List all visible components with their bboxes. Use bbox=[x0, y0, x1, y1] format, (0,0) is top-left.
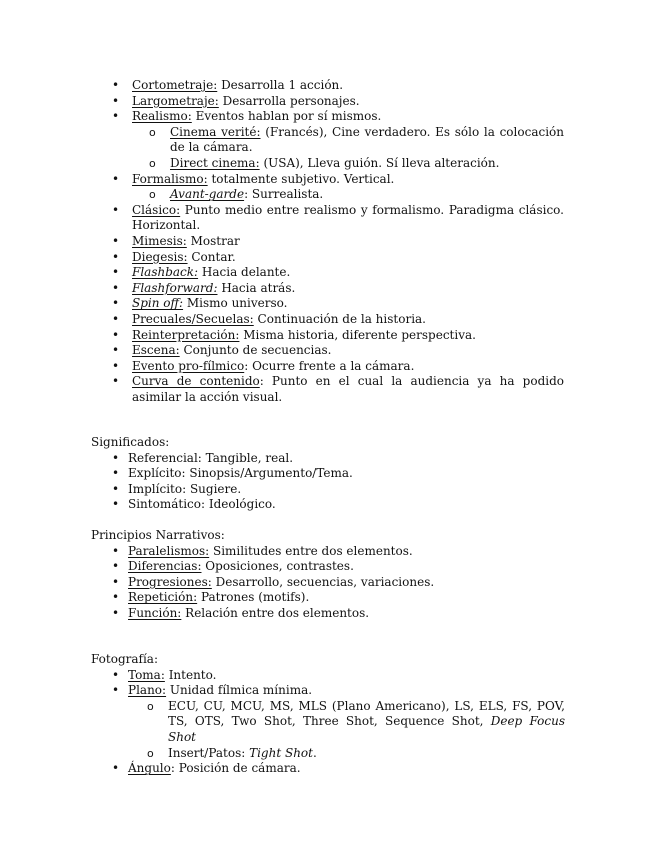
definition: Oposiciones, contrastes. bbox=[201, 559, 354, 574]
shot-type-emphasis: Deep Focus Shot bbox=[168, 714, 566, 744]
list-item bbox=[112, 203, 564, 234]
list-item bbox=[112, 78, 564, 94]
term: Ángulo bbox=[128, 761, 171, 776]
section-heading: Fotografía: bbox=[91, 652, 158, 666]
insert-label: Insert/Patos: bbox=[168, 745, 250, 760]
definition: totalmente subjetivo. Vertical. bbox=[207, 171, 395, 186]
term: Avant-garde bbox=[170, 187, 245, 202]
list-item bbox=[112, 343, 564, 359]
term: Repetición: bbox=[128, 590, 198, 605]
section-heading: Principios Narrativos: bbox=[91, 528, 225, 542]
term: Spin off: bbox=[132, 296, 184, 311]
list-item bbox=[112, 94, 564, 110]
significados-list bbox=[91, 451, 561, 513]
list-item bbox=[112, 296, 564, 312]
term: Toma: bbox=[128, 667, 165, 682]
list-item: • Referencial: Tangible, real. bbox=[91, 451, 561, 467]
fotografia-section bbox=[91, 652, 565, 777]
definition: : Ocurre frente a la cámara. bbox=[244, 358, 415, 373]
definition: : Surrealista. bbox=[244, 187, 324, 202]
definition: Patrones (motifs). bbox=[197, 590, 310, 605]
period: . bbox=[312, 745, 317, 760]
definition: Unidad fílmica mínima. bbox=[166, 683, 313, 698]
definition: Mismo universo. bbox=[183, 296, 288, 311]
list-item bbox=[91, 606, 561, 622]
list-item bbox=[112, 312, 564, 328]
definition: Desarrolla personajes. bbox=[218, 93, 360, 108]
definition: (USA), Lleva guión. Sí lleva alteración. bbox=[259, 155, 500, 170]
definition: Misma historia, diferente perspectiva. bbox=[239, 327, 476, 342]
term: Curva de contenido bbox=[132, 374, 260, 389]
term: Mimesis: bbox=[132, 233, 187, 248]
list-item: • Sintomático: Ideológico. bbox=[91, 497, 561, 513]
fotografia-list bbox=[91, 668, 565, 777]
definition: Hacia atrás. bbox=[217, 280, 296, 295]
list-item bbox=[112, 374, 564, 405]
term: Precuales/Secuelas: bbox=[132, 311, 254, 326]
term: Progresiones: bbox=[128, 574, 212, 589]
definition: Eventos hablan por sí mismos. bbox=[191, 109, 382, 124]
term: Diferencias: bbox=[128, 559, 202, 574]
term: Diegesis: bbox=[132, 249, 188, 264]
list-item bbox=[91, 575, 561, 591]
definition: Similitudes entre dos elementos. bbox=[209, 543, 413, 558]
term: Reinterpretación: bbox=[132, 327, 240, 342]
list-item bbox=[112, 234, 564, 250]
definition: Hacia delante. bbox=[198, 265, 291, 280]
definition: (Francés), Cine verdadero. Es sólo la colocación de la cámara. bbox=[170, 124, 564, 155]
list-item bbox=[112, 250, 564, 266]
term: Realismo: bbox=[132, 109, 192, 124]
term: Cortometraje: bbox=[132, 78, 218, 92]
term: Función: bbox=[128, 605, 182, 620]
definition: Punto medio entre realismo y formalismo. Paradigma clásico. Horizontal. bbox=[132, 202, 564, 233]
list-item bbox=[112, 109, 564, 125]
term: Evento pro-fílmico bbox=[132, 358, 245, 373]
list-item bbox=[91, 544, 561, 560]
definition: Continuación de la historia. bbox=[253, 311, 426, 326]
term: Escena: bbox=[132, 343, 180, 358]
list-item bbox=[112, 328, 564, 344]
principios-section bbox=[91, 528, 561, 622]
shot-types: ECU, CU, MCU, MS, MLS (Plano Americano), LS, ELS, FS, POV, TS, OTS, Two Shot, Three Shot, Sequence Shot, bbox=[168, 698, 565, 729]
significados-section bbox=[91, 435, 561, 513]
sub-list-item bbox=[112, 156, 564, 172]
sub-list-item bbox=[112, 187, 564, 203]
list-item: • Implícito: Sugiere. bbox=[91, 482, 561, 498]
definition: Contar. bbox=[187, 249, 236, 264]
definition: Desarrollo, secuencias, variaciones. bbox=[211, 574, 435, 589]
list-item bbox=[91, 559, 561, 575]
list-item bbox=[112, 265, 564, 281]
definition: Intento. bbox=[164, 667, 217, 682]
definition: Relación entre dos elementos. bbox=[181, 605, 370, 620]
list-item bbox=[91, 761, 565, 777]
section-heading: Significados: bbox=[91, 435, 170, 449]
glossary-section bbox=[112, 78, 564, 405]
list-item bbox=[112, 172, 564, 188]
definition: : Punto en el cual la audiencia ya ha podido asimilar la acción visual. bbox=[132, 374, 564, 404]
term: Plano: bbox=[128, 683, 167, 698]
tight-shot: Tight Shot bbox=[249, 745, 313, 760]
list-item bbox=[112, 359, 564, 375]
list-item bbox=[112, 281, 564, 297]
definition: Mostrar bbox=[186, 233, 240, 248]
definition: Conjunto de secuencias. bbox=[179, 343, 332, 358]
term: Paralelismos: bbox=[128, 543, 210, 558]
sub-list-item bbox=[91, 746, 565, 762]
term: Flashforward: bbox=[132, 280, 218, 295]
term: Clásico: bbox=[132, 202, 181, 217]
term: Largometraje: bbox=[132, 93, 219, 108]
term: Flashback: bbox=[132, 265, 199, 280]
definition: : Posición de cámara. bbox=[170, 761, 301, 776]
list-item: • Explícito: Sinopsis/Argumento/Tema. bbox=[91, 466, 561, 482]
list-item bbox=[91, 683, 565, 699]
sub-list-item bbox=[91, 699, 565, 746]
glossary-list bbox=[112, 78, 564, 405]
definition: Desarrolla 1 acción. bbox=[217, 78, 344, 92]
term: Direct cinema: bbox=[170, 155, 260, 170]
principios-list bbox=[91, 544, 561, 622]
list-item bbox=[91, 590, 561, 606]
list-item bbox=[91, 668, 565, 684]
term: Cinema verité: bbox=[170, 124, 261, 139]
sub-list-item bbox=[112, 125, 564, 156]
term: Formalismo: bbox=[132, 171, 208, 186]
